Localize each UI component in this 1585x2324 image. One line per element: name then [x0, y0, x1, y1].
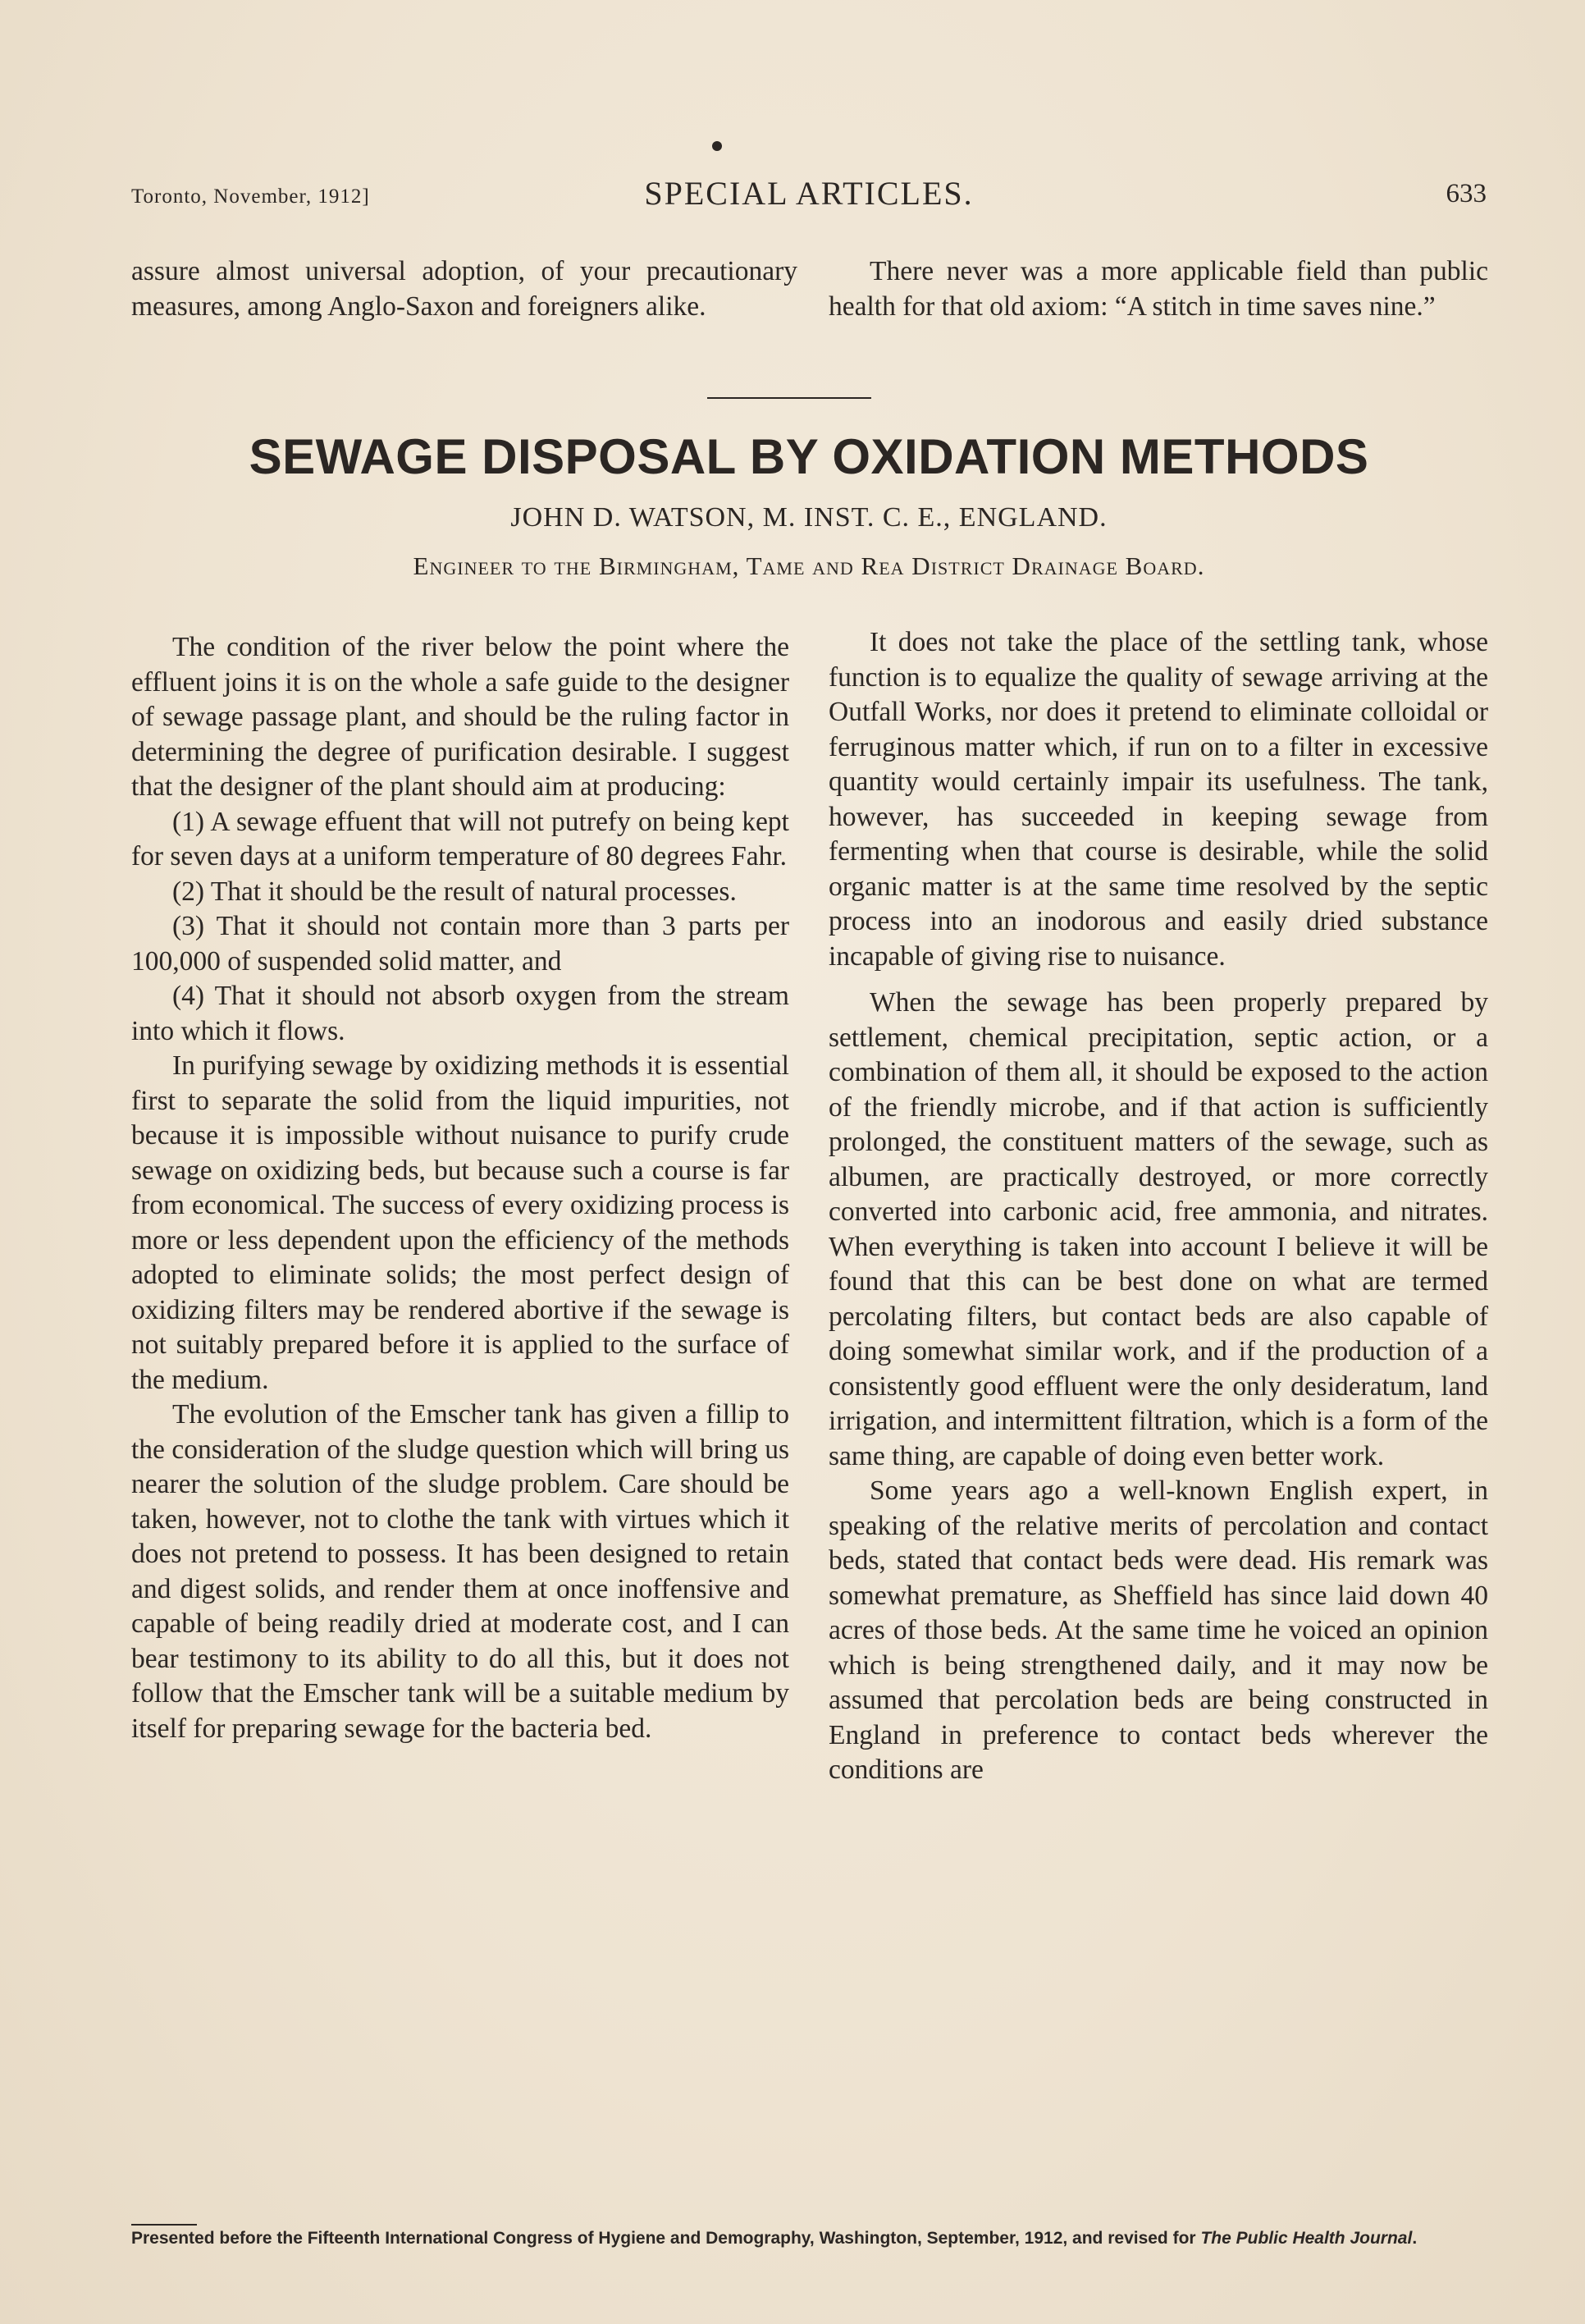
- paragraph: The condition of the river below the point where the effluent joins it is on the whole a safe guide to the designer of sewage passage plant, and should be the ruling factor in determining the degree of purification desirable. I suggest that the designer of the plant should aim at producing:: [131, 632, 789, 802]
- list-item: (3) That it should not contain more than 3 parts per 100,000 of suspended solid matter, and: [131, 911, 789, 977]
- page-number: 633: [1446, 179, 1487, 208]
- footnote-journal: The Public Health Journal: [1200, 2229, 1413, 2248]
- article-left-column: [131, 630, 789, 1746]
- list-item: (4) That it should not absorb oxygen from the stream into which it flows.: [131, 981, 789, 1046]
- article-title: SEWAGE DISPOSAL BY OXIDATION METHODS: [249, 429, 1369, 484]
- article-right-column: [829, 625, 1488, 1788]
- header-date: Toronto, November, 1912]: [131, 185, 370, 208]
- paragraph: It does not take the place of the settling tank, whose function is to equalize the quality of sewage arriving at the Outfall Works, nor does it pretend to eliminate colloidal or ferruginous matter which, if run on to a filter in excessive quantity would certainly impair its usefulness. The tank, however, has succeeded in keeping sewage from fermenting when that course is desirable, while the solid organic matter is at the same time resolved by the septic process into an inodorous and easily dried substance incapable of giving rise to nuisance.: [829, 627, 1488, 972]
- section-divider: [707, 397, 871, 399]
- continued-left-column: [131, 254, 797, 324]
- continued-right-column: [829, 254, 1488, 324]
- section-title: SPECIAL ARTICLES.: [644, 175, 974, 212]
- paragraph: There never was a more applicable field than public health for that old axiom: “A stitch in time saves nine.”: [829, 256, 1488, 322]
- paragraph: The evolution of the Emscher tank has given a fillip to the consideration of the sludge question which will bring us nearer the solution of the sludge problem. Care should be taken, however, not to clothe the tank with virtues which it does not pretend to possess. It has been designed to retain and digest solids, and render them at once inoffensive and capable of being readily dried at moderate cost, and I can bear testimony to its ability to do all this, but it does not follow that the Emscher tank will be a suitable medium by itself for preparing sewage for the bacteria bed.: [131, 1399, 789, 1744]
- running-header: [131, 174, 1487, 220]
- paragraph: Some years ago a well-known English expert, in speaking of the relative merits of percolation and contact beds, stated that contact beds were dead. His remark was somewhat premature, as Sheffield has since laid down 40 acres of those beds. At the same time he voiced an opinion which is being strengthened daily, and it may now be assumed that percolation beds are being constructed in England in preference to contact beds wherever the conditions are: [829, 1475, 1488, 1785]
- article-author: JOHN D. WATSON, M. INST. C. E., ENGLAND.: [510, 502, 1108, 533]
- list-item: (1) A sewage effuent that will not putrefy on being kept for seven days at a uniform temperature of 80 degrees Fahr.: [131, 806, 789, 872]
- paragraph: In purifying sewage by oxidizing methods it is essential first to separate the solid from the liquid impurities, not because it is impossible without nuisance to purify crude sewage on oxidizing beds, but because such a course is far from economical. The success of every oxidizing process is more or less dependent upon the efficiency of the methods adopted to eliminate solids; the most perfect design of oxidizing filters may be rendered abortive if the sewage is not suitably prepared before it is applied to the surface of the medium.: [131, 1050, 789, 1395]
- ink-dot: [712, 141, 722, 151]
- list-item: (2) That it should be the result of natural processes.: [172, 876, 737, 907]
- paragraph: When the sewage has been properly prepared by settlement, chemical precipitation, septic action, or a combination of them all, it should be exposed to the action of the friendly microbe, and if that action is sufficiently prolonged, the constituent matters of the sewage, such as albumen, are practically destroyed, or more correctly converted into carbonic acid, free ammonia, and nitrates. When everything is taken into account I believe it will be found that this can be best done on what are termed percolating filters, but contact beds are also capable of doing somewhat similar work, and if the production of a consistently good effluent were the only desideratum, land irrigation, and intermittent filtration, which is a form of the same thing, are capable of doing even better work.: [829, 987, 1488, 1471]
- author-affiliation: Engineer to the Birmingham, Tame and Rea District Drainage Board.: [413, 551, 1205, 580]
- footnote: [131, 2229, 1493, 2248]
- footnote-end: .: [1412, 2229, 1418, 2248]
- paragraph: assure almost universal adoption, of your precautionary measures, among Anglo-Saxon and foreigners alike.: [131, 256, 797, 322]
- footnote-rule: [131, 2224, 197, 2226]
- footnote-text: Presented before the Fifteenth International Congress of Hygiene and Demography, Washington, September, 1912, and revised for: [131, 2229, 1201, 2248]
